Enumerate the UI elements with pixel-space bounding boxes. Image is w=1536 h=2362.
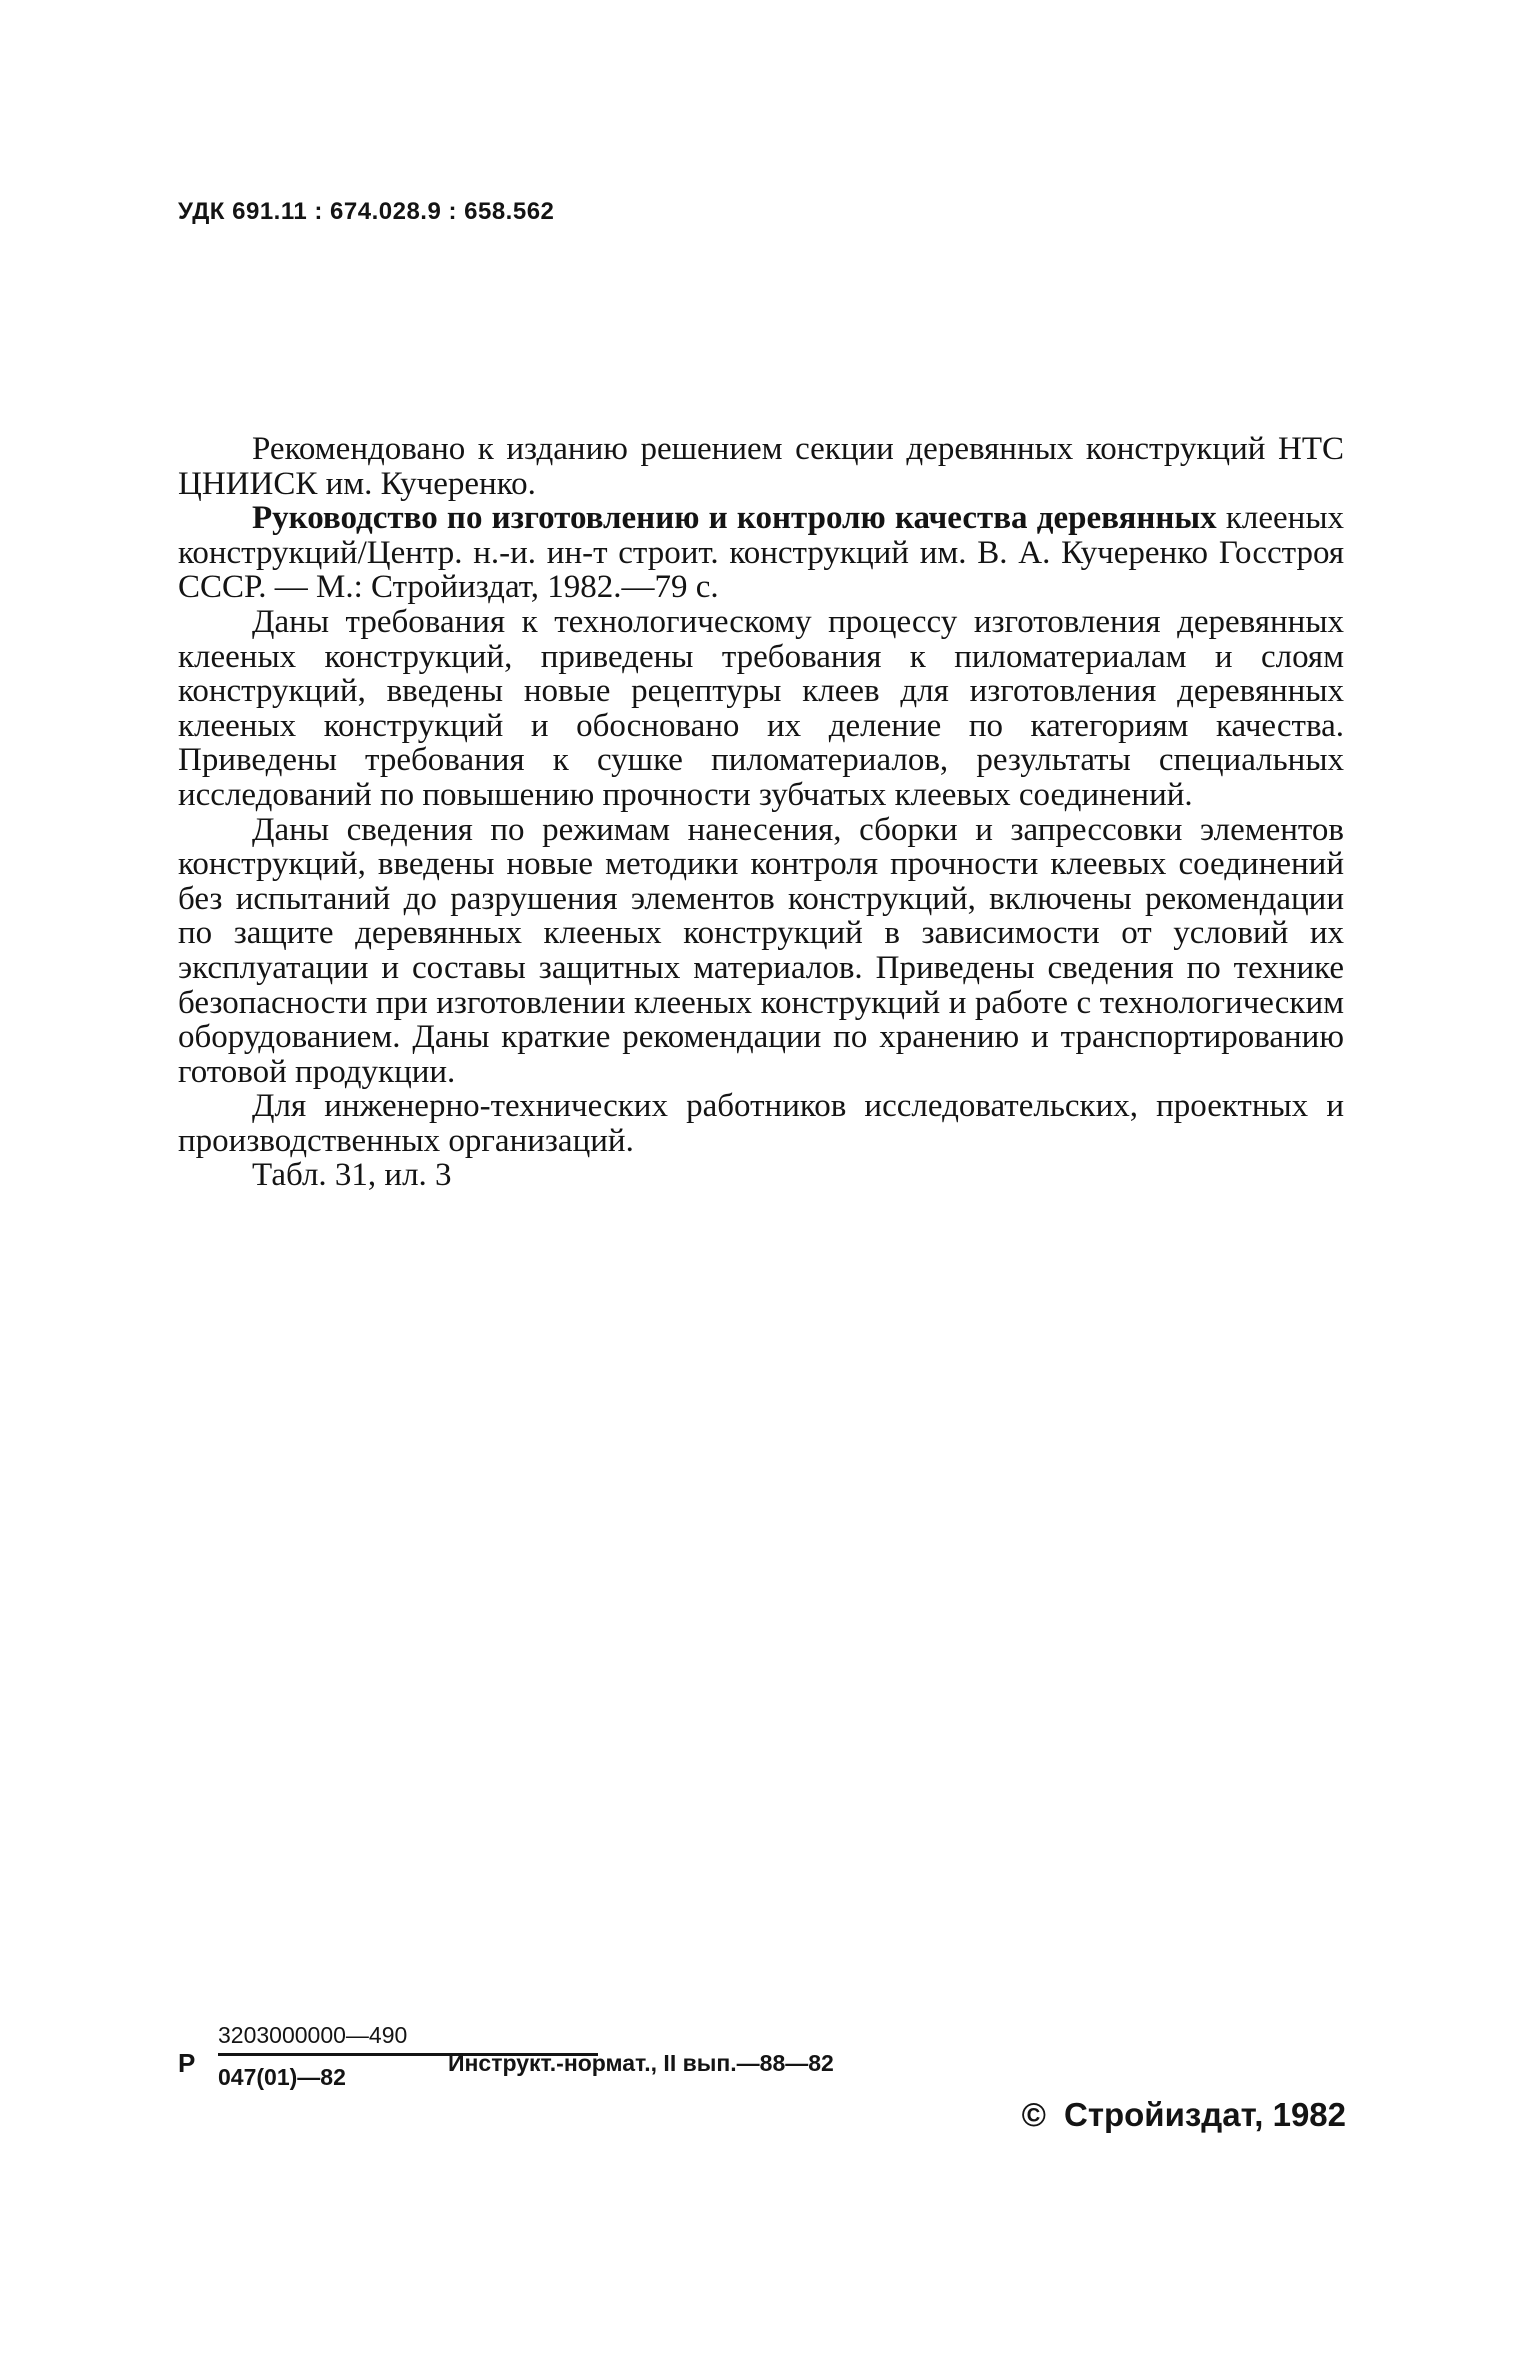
imprint-numerator: 3203000000—490 bbox=[218, 2022, 408, 2048]
udk-code: УДК 691.11 : 674.028.9 : 658.562 bbox=[178, 198, 555, 225]
citation-paragraph bbox=[178, 501, 1344, 605]
citation-title: Руководство по изготовлению и контролю качества деревянных bbox=[252, 500, 1217, 537]
copyright-publisher-year: Стройиздат, 1982 bbox=[1063, 2096, 1346, 2133]
imprint-letter: Р bbox=[178, 2048, 196, 2078]
citation-details: клееных конструкций/Центр. н.-и. ин-т строит. конструкций им. В. А. Кучеренко Госстроя СССР. — М.: Стройиздат, 1982.—79 с. bbox=[178, 500, 1344, 606]
audience-paragraph: Для инженерно-технических работников исследовательских, проектных и производственных организаций. bbox=[178, 1088, 1344, 1159]
imprint-denominator: 047(01)—82 bbox=[218, 2064, 346, 2090]
imprint-series: Инструкт.-нормат., II вып.—88—82 bbox=[448, 2050, 834, 2076]
recommendation-paragraph: Рекомендовано к изданию решением секции деревянных конструкций НТС ЦНИИСК им. Кучеренко. bbox=[178, 431, 1344, 502]
description-paragraph-1: Даны требования к технологическому процессу изготовления деревянных клееных конструкций, приведены требования к пиломатериалам и слоям конструкций, введены новые рецептуры клеев для изготовления деревянных клееных конструкций и обосновано их деление по категориям качества. Приведены требования к сушке пиломатериалов, результаты специальных исследований по повышению прочности зубчатых клеевых соединений. bbox=[178, 603, 1344, 813]
abstract-block bbox=[178, 432, 1344, 1193]
tables-illustrations-count: Табл. 31, ил. 3 bbox=[252, 1157, 452, 1194]
description-paragraph-2: Даны сведения по режимам нанесения, сборки и запрессовки элементов конструкций, введены новые методики контроля прочности клеевых соединений без испытаний до разрушения элементов конструкций, включены рекомендации по защите деревянных клееных конструкций в зависимости от условий их эксплуатации и составы защитных материалов. Приведены сведения по технике безопасности при изготовлении клееных конструкций и работе с технологическим оборудованием. Даны краткие рекомендации по хранению и транспортированию готовой продукции. bbox=[178, 811, 1344, 1090]
copyright-line bbox=[1022, 2096, 1346, 2134]
copyright-icon: © bbox=[1021, 2096, 1046, 2133]
